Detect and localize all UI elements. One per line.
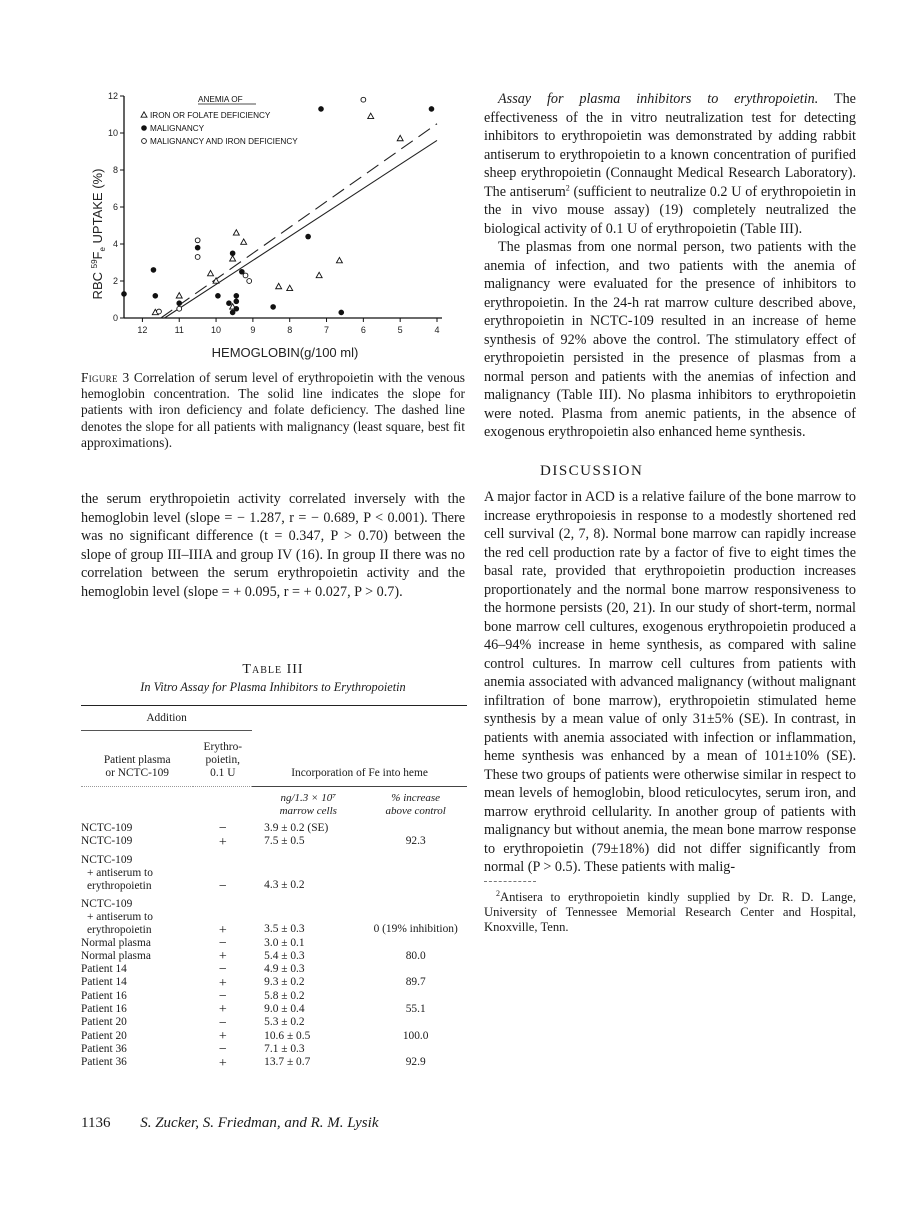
- cell-ng-incorporation: 9.3 ± 0.2: [264, 976, 305, 989]
- malignancy-fit-line: [161, 124, 437, 318]
- addition-header: Addition: [81, 706, 252, 735]
- cell-erythropoietin: −: [218, 1015, 227, 1031]
- cell-plasma: NCTC-109: [81, 835, 133, 848]
- svg-text:7: 7: [324, 325, 330, 335]
- figure-caption: [81, 370, 465, 451]
- discussion-heading: DISCUSSION: [540, 462, 644, 479]
- data-point: [241, 239, 247, 244]
- table-row: [81, 849, 467, 893]
- data-point: [226, 300, 232, 306]
- data-point: [234, 293, 240, 299]
- svg-text:9: 9: [250, 325, 256, 335]
- data-point: [397, 135, 403, 140]
- data-point: [233, 230, 239, 235]
- table-row: [81, 1030, 467, 1043]
- data-point: [336, 257, 342, 262]
- iron-folate-fit-line: [165, 140, 437, 318]
- cell-erythropoietin: +: [218, 975, 227, 991]
- cell-erythropoietin: +: [218, 1055, 227, 1071]
- table-iii: [81, 705, 467, 1070]
- footnote-divider: [484, 881, 536, 882]
- cell-pct-increase: [364, 1043, 467, 1056]
- data-point: [234, 306, 240, 312]
- data-point: [318, 106, 324, 112]
- cell-erythropoietin: −: [218, 962, 227, 978]
- data-point: [195, 245, 201, 251]
- data-point: [287, 285, 293, 290]
- cell-ng-incorporation: 7.5 ± 0.5: [264, 835, 305, 848]
- svg-text:MALIGNANCY: MALIGNANCY: [150, 124, 205, 133]
- cell-pct-increase: [364, 849, 467, 893]
- page-footer: [81, 1115, 378, 1132]
- assay-paragraph-1: Assay for plasma inhibitors to erythropoietin. The effectiveness of the in vitro neutralization test for detecting inhibitors to erythropoietin was demonstrated by adding rabbit antiserum to erythropoietin to a known concentration of purified sheep erythropoietin (Connaught Medical Research Laboratory). The antiserum$^2$ (sufficient to neutralize 0.2 U of erythropoietin in the in vivo mouse assay) (19) completely neutralized the biological activity of 0.1 U of erythropoietin (Table III).: [484, 91, 856, 237]
- data-point: [230, 256, 236, 261]
- data-point: [338, 310, 344, 316]
- col-header-incorporation: Incorporation of Fe into heme: [291, 767, 428, 779]
- table-row: [81, 937, 467, 950]
- cell-pct-increase: 100.0: [402, 1029, 429, 1042]
- cell-ng-incorporation: 4.9 ± 0.3: [264, 963, 305, 976]
- footnote-ref: 2: [565, 182, 570, 192]
- cell-pct-increase: [364, 990, 467, 1003]
- cell-erythropoietin: −: [218, 878, 227, 894]
- cell-ng-incorporation: 3.5 ± 0.3: [264, 923, 305, 936]
- data-point: [243, 273, 248, 278]
- cell-plasma: NCTC-109 + antiserum to erythropoietin: [81, 897, 153, 936]
- cell-plasma: Patient 36: [81, 1056, 127, 1069]
- cell-erythropoietin: −: [218, 1042, 227, 1058]
- cell-plasma: Patient 16: [81, 989, 127, 1002]
- cell-erythropoietin: +: [218, 1028, 227, 1044]
- svg-text:8: 8: [112, 165, 118, 175]
- cell-pct-increase: 92.9: [405, 1056, 426, 1069]
- svg-text:8: 8: [287, 325, 293, 335]
- cell-ng-incorporation: 7.1 ± 0.3: [264, 1042, 305, 1055]
- cell-plasma: Patient 16: [81, 1003, 127, 1016]
- data-point: [305, 234, 311, 240]
- cell-pct-increase: 89.7: [405, 976, 426, 989]
- cell-pct-increase: [364, 963, 467, 976]
- data-point: [276, 283, 282, 288]
- assay-heading: Assay for plasma inhibitors to erythropoietin.: [498, 91, 819, 107]
- svg-text:0: 0: [112, 313, 118, 323]
- cell-ng-incorporation: 5.4 ± 0.3: [264, 949, 305, 962]
- data-point: [215, 293, 221, 299]
- svg-text:ANEMIA OF: ANEMIA OF: [198, 95, 243, 104]
- cell-erythropoietin: +: [218, 949, 227, 965]
- table-row: [81, 893, 467, 937]
- svg-text:12: 12: [137, 325, 148, 335]
- cell-pct-increase: 80.0: [405, 949, 426, 962]
- data-point: [195, 255, 200, 260]
- col-header-plasma: Patient plasma or NCTC-109: [103, 754, 171, 779]
- table-title: Table III: [242, 662, 304, 677]
- subheader-pct: % increase above control: [385, 792, 446, 817]
- svg-text:6: 6: [360, 325, 366, 335]
- svg-text:IRON OR FOLATE DEFICIENCY: IRON OR FOLATE DEFICIENCY: [150, 111, 271, 120]
- cell-pct-increase: [364, 937, 467, 950]
- cell-erythropoietin: −: [218, 935, 227, 951]
- cell-ng-incorporation: 5.3 ± 0.2: [264, 1016, 305, 1029]
- cell-ng-incorporation: 4.3 ± 0.2: [264, 879, 305, 892]
- svg-text:6: 6: [112, 202, 118, 212]
- data-point: [361, 97, 366, 102]
- cell-plasma: Patient 14: [81, 976, 127, 989]
- assay-paragraph-2: The plasmas from one normal person, two patients with the anemia of infection, and two patients with the anemia of malignancy were evaluated for the presence of inhibitors to erythropoietin. In the 24-h rat marrow culture described above, erythropoietin in NCTC-109 resulted in an increase of heme synthesis of 92% above the control. The stimulatory effect of erythropoietin persisted in the presence of plasmas from a normal person and patients with the anemias of infection and malignancy (Table III). No plasma inhibitors to erythropoietin were noted. Plasma from anemic patients, in the absence of exogenous erythropoietin also enhanced heme synthesis.: [484, 239, 856, 440]
- cell-pct-increase: [364, 822, 467, 835]
- data-point: [234, 299, 240, 305]
- data-point: [208, 270, 214, 275]
- cell-ng-incorporation: 10.6 ± 0.5: [264, 1029, 311, 1042]
- svg-text:11: 11: [174, 325, 184, 335]
- data-point: [230, 250, 236, 256]
- scatter-chart: [80, 84, 480, 364]
- cell-erythropoietin: +: [218, 922, 227, 938]
- cell-plasma: Patient 36: [81, 1042, 127, 1055]
- col-header-epo: Erythro- poietin, 0.1 U: [203, 741, 243, 779]
- data-point: [157, 309, 162, 314]
- cell-plasma: Normal plasma: [81, 936, 151, 949]
- data-point: [368, 113, 374, 118]
- cell-erythropoietin: +: [218, 1002, 227, 1018]
- table-subtitle: In Vitro Assay for Plasma Inhibitors to Erythropoietin: [140, 680, 406, 694]
- y-axis-label: RBC $^{59}F_e$ UPTAKE (%): [90, 168, 107, 300]
- table-row: [81, 822, 467, 835]
- cell-pct-increase: 55.1: [405, 1003, 426, 1016]
- results-paragraph: the serum erythropoietin activity correlated inversely with the hemoglobin level (slope = − 1.287, r = − 0.689, P < 0.001). There was no significant difference (t = 0.347, P > 0.70) between the slope of group III–IIIA and group IV (16). In group II there was no correlation between the serum erythropoietin activity and the hemoglobin level (slope = + 0.095, r = + 0.027, P > 0.7).: [81, 491, 465, 600]
- table-row: [81, 1016, 467, 1029]
- cell-pct-increase: 92.3: [405, 835, 426, 848]
- cell-erythropoietin: −: [218, 821, 227, 837]
- data-point: [316, 272, 322, 277]
- page-number: 1136: [81, 1115, 111, 1131]
- cell-ng-incorporation: 9.0 ± 0.4: [264, 1003, 305, 1016]
- table-row: [81, 1056, 467, 1069]
- data-point: [176, 300, 182, 306]
- svg-text:4: 4: [434, 325, 440, 335]
- subheader-ng: ng/1.3 × 10⁷ marrow cells: [279, 792, 337, 817]
- svg-text:4: 4: [112, 239, 118, 249]
- cell-ng-incorporation: 3.0 ± 0.1: [264, 936, 305, 949]
- chart-legend: [141, 95, 298, 146]
- cell-ng-incorporation: 3.9 ± 0.2 (SE): [264, 822, 329, 834]
- data-point: [151, 267, 157, 273]
- svg-text:10: 10: [107, 128, 118, 138]
- x-axis-label: HEMOGLOBIN(g/100 ml): [211, 345, 359, 360]
- svg-text:12: 12: [107, 91, 118, 101]
- svg-text:10: 10: [211, 325, 222, 335]
- cell-pct-increase: [364, 1016, 467, 1029]
- regression-lines: [161, 124, 437, 318]
- data-point: [176, 293, 182, 298]
- figure-3-scatter-plot: [80, 84, 480, 364]
- data-point: [153, 293, 159, 299]
- cell-plasma: NCTC-109 + antiserum to erythropoietin: [81, 853, 153, 892]
- cell-ng-incorporation: 5.8 ± 0.2: [264, 989, 305, 1002]
- table-row: [81, 950, 467, 963]
- data-point: [195, 238, 200, 243]
- footnote: $^2$Antisera to erythropoietin kindly supplied by Dr. R. D. Lange, University of Tennessee Memorial Research Center and Hospital, Knoxville, Tenn.: [484, 888, 856, 934]
- data-point: [177, 306, 182, 311]
- svg-text:5: 5: [397, 325, 403, 335]
- svg-text:2: 2: [112, 276, 118, 286]
- figure-caption-text: Correlation of serum level of erythropoietin with the venous hemoglobin concentration. The solid line indicates the slope for patients with iron deficiency and folate deficiency. The dashed line denotes the slope for all patients with malignancy (least square, best fit approximations).: [81, 370, 465, 450]
- cell-erythropoietin: +: [218, 834, 227, 850]
- discussion-paragraph: A major factor in ACD is a relative failure of the bone marrow to increase erythropoiesis in response to a modestly shortened red cell survival (2, 7, 8). Normal bone marrow can rapidly increase the red cell production rate by a factor of five to eight times the basal rate, provided that erythropoietin production increases proportionately and the normal bone marrow responsiveness to the hormone persists (20, 21). In our study of short-term, normal bone marrow cell cultures, exogenous erythropoietin produced a 46–94% increase in heme synthesis, as compared with saline control cultures. In marrow cell cultures from patients with anemia associated with advanced malignancy (without malignant infiltration of bone marrow), erythropoietin stimulated heme synthesis by a mean value of only 31±5% (SE). In contrast, in patients with anemia associated with infection or inflammation, heme synthesis was enhanced by a mean of 101±10% (SE). These two groups of patients were otherwise similar in respect to mean levels of hemoglobin, blood reticulocytes, serum iron, and marrow erythroid cellularity. In another group of patients with malignancy but without anemia, the mean bone marrow response to erythropoietin (79±18%) did not differ significantly from normal (P > 0.5). These patients with malig-: [484, 489, 856, 875]
- table-row: [81, 1043, 467, 1056]
- table-row: [81, 990, 467, 1003]
- table-row: [81, 976, 467, 989]
- table-row: [81, 835, 467, 848]
- cell-plasma: NCTC-109: [81, 822, 133, 834]
- cell-erythropoietin: −: [218, 989, 227, 1005]
- figure-label: Figure 3: [81, 370, 130, 385]
- svg-text:MALIGNANCY AND IRON DEFICIENCY: MALIGNANCY AND IRON DEFICIENCY: [150, 137, 298, 146]
- data-point: [121, 291, 127, 297]
- running-authors: S. Zucker, S. Friedman, and R. M. Lysik: [140, 1115, 379, 1131]
- right-column: [484, 90, 856, 935]
- data-point: [429, 106, 435, 112]
- table-row: [81, 1003, 467, 1016]
- cell-plasma: Patient 14: [81, 963, 127, 976]
- cell-plasma: Patient 20: [81, 1029, 127, 1042]
- table-row: [81, 963, 467, 976]
- cell-ng-incorporation: 13.7 ± 0.7: [264, 1056, 311, 1069]
- cell-plasma: Patient 20: [81, 1016, 127, 1029]
- cell-plasma: Normal plasma: [81, 949, 151, 962]
- data-point: [247, 279, 252, 284]
- cell-pct-increase: 0 (19% inhibition): [373, 923, 458, 936]
- data-point: [270, 304, 276, 310]
